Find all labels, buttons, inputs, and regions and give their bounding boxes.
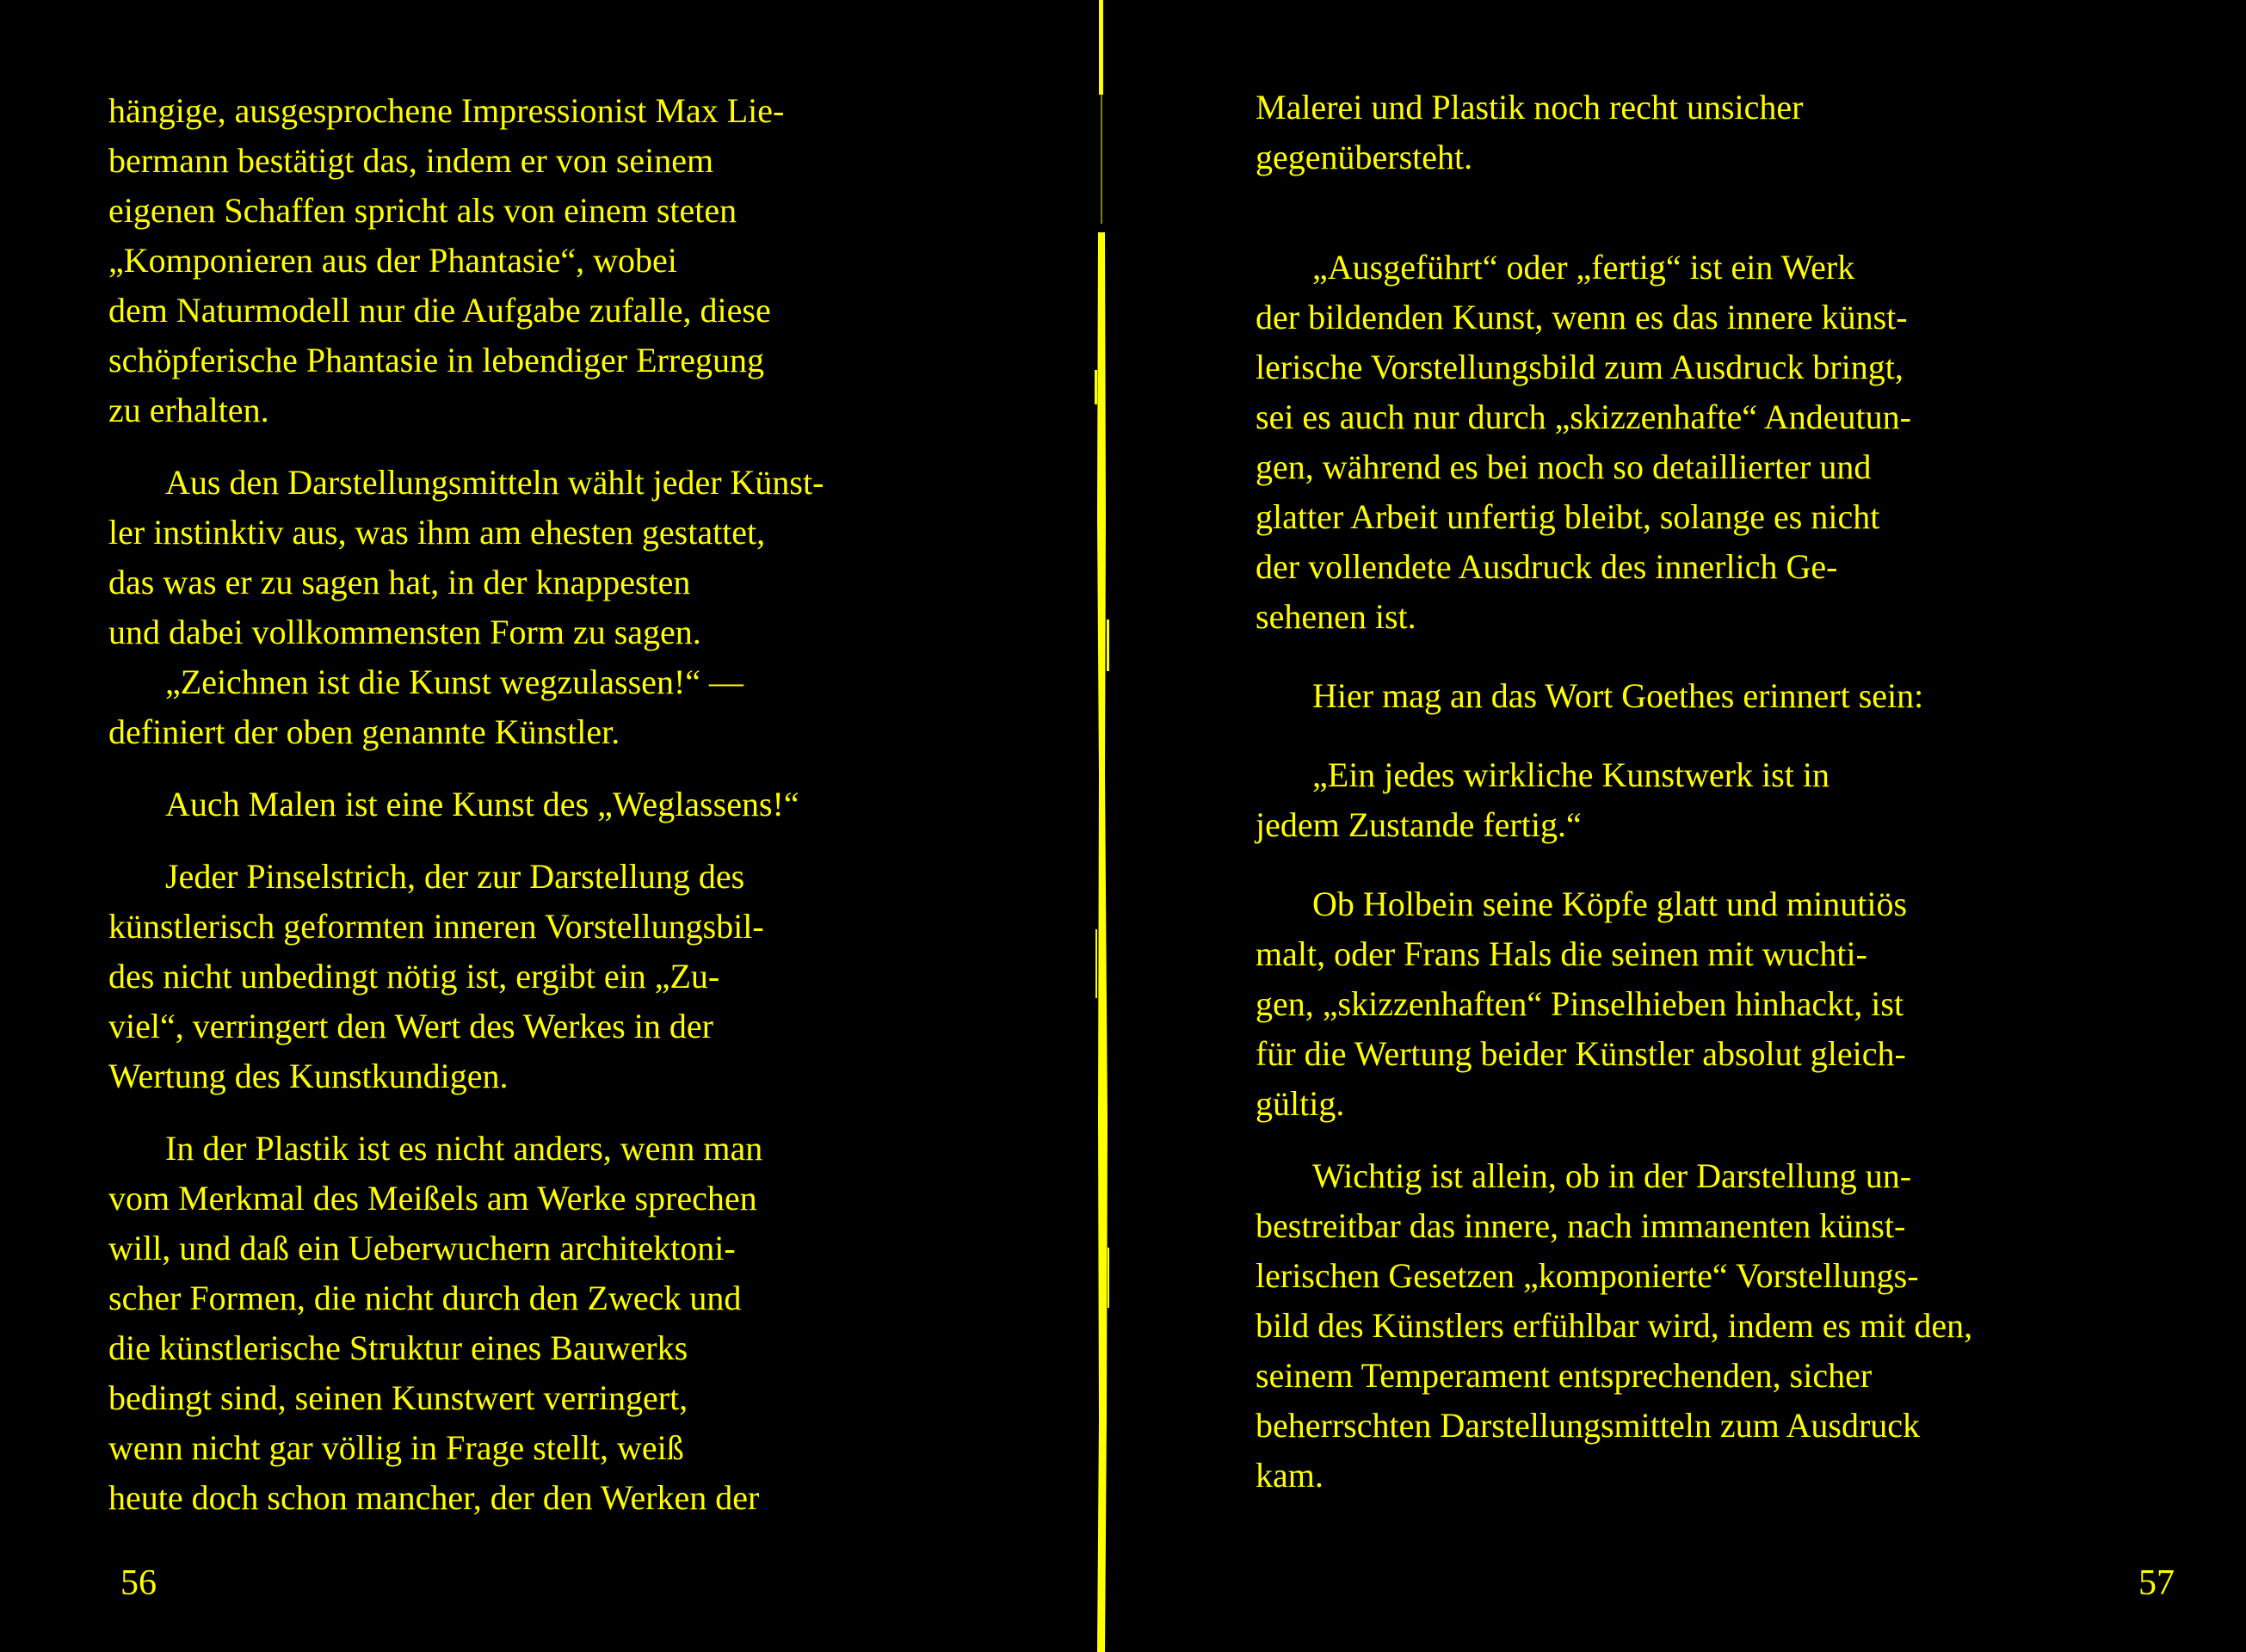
left-paragraph-6: In der Plastik ist es nicht anders, wenn man vom Merkmal des Meißels am Werke sprechen will, und daß ein Ueberwuchern architektoni- scher Formen, die nicht durch den Zweck und die künstlerische Struktur eines Bauwerks bedingt sind, seinen Kunstwert verringert, wenn nicht gar völlig in Frage stellt, weiß heute doch schon mancher, der den Werken der [108, 1129, 763, 1517]
gutter-spine-graphic [1086, 0, 1119, 1652]
left-paragraph-4: Auch Malen ist eine Kunst des „Weglassens!“ [165, 785, 799, 823]
right-paragraph-1: Malerei und Plastik noch recht unsicher gegenübersteht. [1256, 88, 1804, 176]
right-paragraph-6: Wichtig ist allein, ob in der Darstellung un- bestreitbar das innere, nach immanenten künst- lerischen Gesetzen „komponierte“ Vorstellungs- bild des Künstlers erfühlbar wird, indem es mit den, seinem Temperament entsprechenden, sicher beherrschten Darstellungsmitteln zum Ausdruck kam. [1256, 1156, 1973, 1495]
right-paragraph-4: „Ein jedes wirkliche Kunstwerk ist in jedem Zustande fertig.“ [1256, 755, 1830, 844]
left-paragraph-2: Aus den Darstellungsmitteln wählt jeder Künst- ler instinktiv aus, was ihm am ehesten gestattet, das was er zu sagen hat, in der knappesten und dabei vollkommensten Form zu sagen. [108, 463, 824, 651]
book-gutter [1086, 0, 1119, 1652]
right-page-text [1256, 83, 2147, 1501]
right-paragraph-3: Hier mag an das Wort Goethes erinnert sein: [1312, 676, 1924, 715]
page-number-left: 56 [120, 1563, 157, 1603]
page-number-right: 57 [2138, 1563, 2175, 1603]
left-paragraph-5: Jeder Pinselstrich, der zur Darstellung des künstlerisch geformten inneren Vorstellungsbil- des nicht unbedingt nötig ist, ergibt ein „Zu- viel“, verringert den Wert des Werkes in der Wertung des Kunstkundigen. [108, 857, 764, 1095]
right-page [1119, 0, 2246, 1652]
right-paragraph-5: Ob Holbein seine Köpfe glatt und minutiös malt, oder Frans Hals die seinen mit wuchti- gen, „skizzenhaften“ Pinselhieben hinhackt, ist für die Wertung beider Künstler absolut gleich- gültig. [1256, 885, 1908, 1123]
right-paragraph-2: „Ausgeführt“ oder „fertig“ ist ein Werk der bildenden Kunst, wenn es das innere künst- lerische Vorstellungsbild zum Ausdruck bringt, sei es auch nur durch „skizzenhafte“ Andeutun- gen, während es bei noch so detaillierter und glatter Arbeit unfertig bleibt, solange es nicht der vollendete Ausdruck des innerlich Ge- sehenen ist. [1256, 248, 1911, 636]
left-page-text [108, 86, 990, 1523]
left-paragraph-3: „Zeichnen ist die Kunst wegzulassen!“ — definiert der oben genannte Künstler. [108, 663, 744, 751]
left-paragraph-1: hängige, ausgesprochene Impressionist Max Lie- bermann bestätigt das, indem er von seinem eigenen Schaffen spricht als von einem steten „Komponieren aus der Phantasie“, wobei dem Naturmodell nur die Aufgabe zufalle, diese schöpferische Phantasie in lebendiger Erregung zu erhalten. [108, 91, 785, 429]
left-page [0, 0, 1086, 1652]
